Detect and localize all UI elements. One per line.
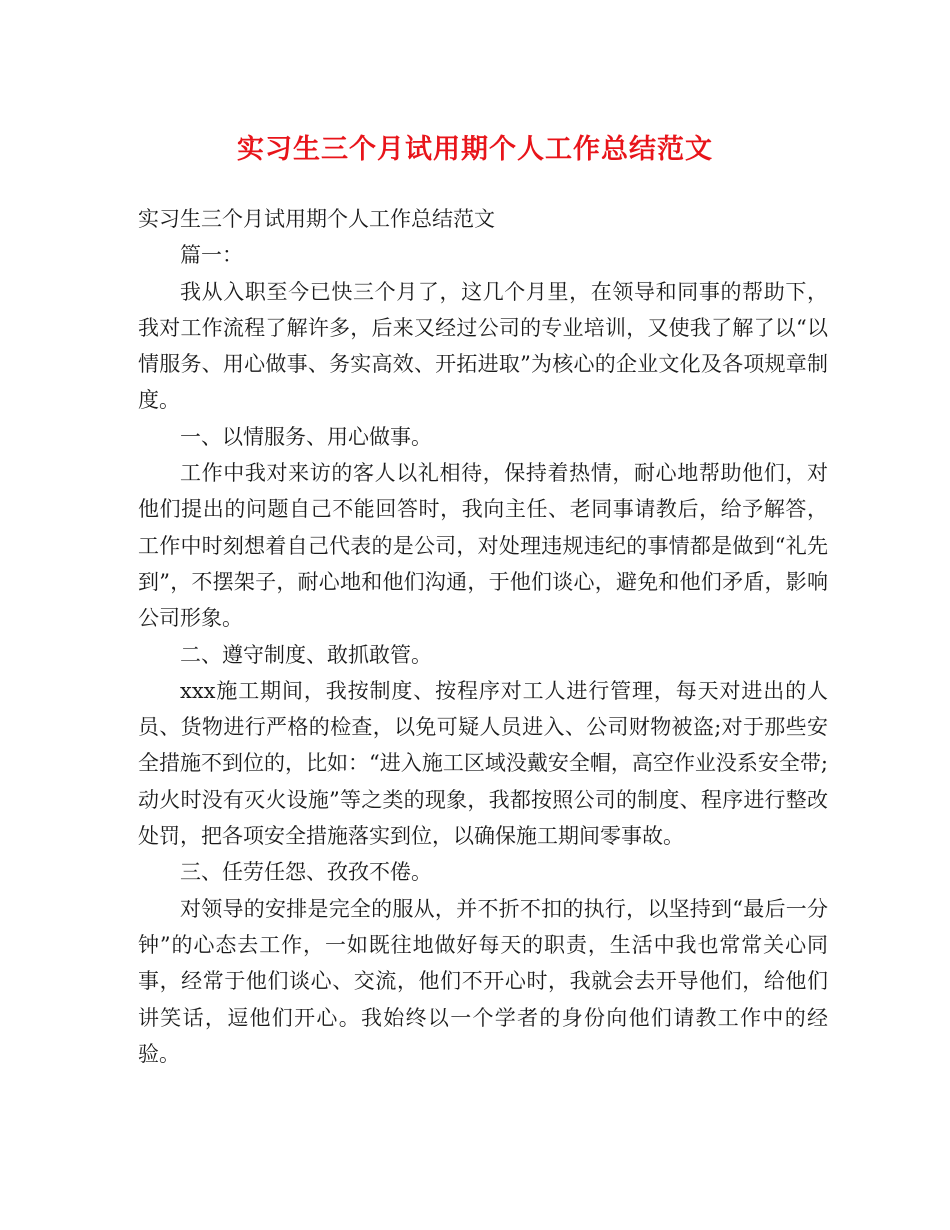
paragraph-subheading-2: 二、遵守制度、敢抓敢管。	[180, 642, 432, 667]
paragraph-intro: 我从入职至今已快三个月了，这几个月里，在领导和同事的帮助下，我对工作流程了解许多，后来又经过公司的专业培训，又使我了解了以“以情服务、用心做事、务实高效、开拓进取”为核心的企业文化及各项规章制度。	[138, 279, 828, 413]
document-title: 实习生三个月试用期个人工作总结范文	[237, 134, 713, 165]
paragraph-body-1: 工作中我对来访的客人以礼相待，保持着热情，耐心地帮助他们，对他们提出的问题自己不能回答时，我向主任、老同事请教后，给予解答，工作中时刻想着自己代表的是公司，对处理违规违纪的事情都是做到“礼先到”，不摆架子，耐心地和他们沟通，于他们谈心，避免和他们矛盾，影响公司形象。	[138, 461, 828, 631]
paragraph-subheading-1: 一、以情服务、用心做事。	[180, 424, 432, 449]
paragraph-body-2: xxx施工期间，我按制度、按程序对工人进行管理，每天对进出的人员、货物进行严格的检查，以免可疑人员进入、公司财物被盗;对于那些安全措施不到位的，比如：“进入施工区域没戴安全帽，高空作业没系安全带;动火时没有灭火设施”等之类的现象，我都按照公司的制度、程序进行整改处罚，把各项安全措施落实到位，以确保施工期间零事故。	[138, 678, 828, 849]
paragraph-section-label: 篇一：	[180, 243, 243, 268]
paragraph-heading: 实习生三个月试用期个人工作总结范文	[138, 207, 495, 231]
document-body	[138, 201, 828, 1072]
paragraph-body-3: 对领导的安排是完全的服从，并不折不扣的执行，以坚持到“最后一分钟”的心态去工作，一如既往地做好每天的职责，生活中我也常常关心同事，经常于他们谈心、交流，他们不开心时，我就会去开导他们，给他们讲笑话，逗他们开心。我始终以一个学者的身份向他们请教工作中的经验。	[138, 896, 828, 1066]
paragraph-subheading-3: 三、任劳任怨、孜孜不倦。	[180, 860, 432, 885]
